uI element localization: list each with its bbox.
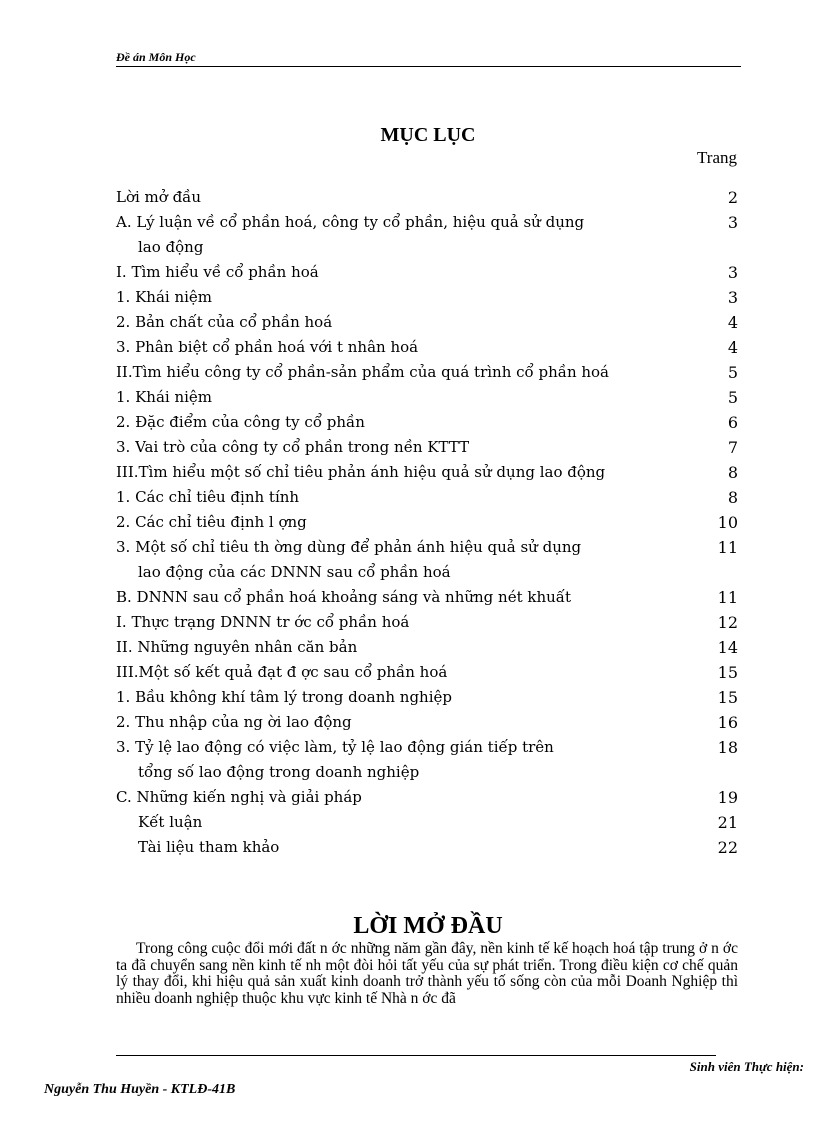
toc-entry-page: 7 [727, 438, 738, 457]
toc-entry-page: 4 [727, 338, 738, 357]
toc-row [116, 185, 738, 210]
toc-entry-page: 3 [727, 213, 738, 232]
toc-row [116, 560, 738, 585]
toc-entry-page: 19 [717, 788, 738, 807]
toc-entry-label: II.Tìm hiểu công ty cổ phần-sản phẩm của quá trình cổ phần hoá [116, 363, 610, 381]
toc-entry-page: 10 [717, 513, 738, 532]
toc-entry-page: 11 [717, 538, 738, 557]
toc-row [116, 285, 738, 310]
toc-entry-page: 18 [717, 738, 738, 757]
toc-entry-label: I. Tìm hiểu về cổ phần hoá [116, 263, 319, 281]
toc-row [116, 485, 738, 510]
toc-entry-label: II. Những nguyên nhân căn bản [116, 638, 358, 656]
toc-row [116, 810, 738, 835]
toc-row [116, 535, 738, 560]
toc-entry-page: 5 [727, 363, 738, 382]
toc-entry-label: 1. Các chỉ tiêu định tính [116, 488, 300, 506]
toc-entry-label: Kết luận [138, 813, 203, 831]
toc-entry-label: 2. Các chỉ tiêu định l ợng [116, 513, 307, 531]
toc-row [116, 710, 738, 735]
toc-entry-label: I. Thực trạng DNNN tr ớc cổ phần hoá [116, 613, 410, 631]
footer-author: Nguyễn Thu Huyền - KTLĐ-41B [44, 1082, 236, 1097]
toc-row [116, 235, 738, 260]
table-of-contents [116, 185, 738, 860]
page-header: Đề án Môn Học [116, 50, 741, 67]
toc-entry-label: 3. Một số chỉ tiêu th ờng dùng để phản ánh hiệu quả sử dụng [116, 538, 582, 556]
toc-row [116, 510, 738, 535]
toc-title: MỤC LỤC [380, 124, 476, 146]
intro-title: LỜI MỞ ĐẦU [353, 913, 503, 939]
toc-entry-page: 3 [727, 288, 738, 307]
toc-entry-page: 22 [717, 838, 738, 857]
toc-entry-label: tổng số lao động trong doanh nghiệp [138, 763, 420, 781]
toc-entry-page: 8 [727, 488, 738, 507]
toc-row [116, 685, 738, 710]
toc-entry-label: 1. Khái niệm [116, 288, 213, 306]
toc-entry-page: 12 [717, 613, 738, 632]
toc-row [116, 360, 738, 385]
toc-row [116, 760, 738, 785]
toc-entry-page: 3 [727, 263, 738, 282]
toc-row [116, 385, 738, 410]
toc-entry-label: 3. Tỷ lệ lao động có việc làm, tỷ lệ lao động gián tiếp trên [116, 738, 554, 756]
toc-row [116, 835, 738, 860]
toc-entry-label: lao động [138, 238, 204, 256]
toc-row [116, 460, 738, 485]
toc-entry-label: 1. Khái niệm [116, 388, 213, 406]
toc-row [116, 410, 738, 435]
intro-body: Trong công cuộc đổi mới đất n ớc những năm gần đây, nền kinh tế kế hoạch hoá tập trung ở n ớc ta đã chuyển sang nền kinh tế nh một đòi hỏi tất yếu của sự phát triển. Trong điều kiện cơ chế quản lý thay đổi, khi hiệu quả sản xuất kinh doanh trở thành yếu tố sống còn của mỗi Doanh Nghiệp thì nhiều doanh nghiệp thuộc khu vực kinh tế Nhà n ớc đã [116, 940, 738, 1007]
toc-entry-label: lao động của các DNNN sau cổ phần hoá [138, 563, 451, 581]
toc-entry-label: 2. Bản chất của cổ phần hoá [116, 313, 333, 331]
toc-row [116, 660, 738, 685]
toc-row [116, 260, 738, 285]
toc-row [116, 335, 738, 360]
toc-entry-page: 15 [717, 663, 738, 682]
toc-row [116, 735, 738, 760]
toc-entry-page: 15 [717, 688, 738, 707]
toc-row [116, 635, 738, 660]
toc-entry-page: 16 [717, 713, 738, 732]
toc-entry-page: 14 [717, 638, 738, 657]
toc-entry-page: 2 [727, 188, 738, 207]
toc-entry-label: III.Tìm hiểu một số chỉ tiêu phản ánh hiệu quả sử dụng lao động [116, 463, 606, 481]
footer-rule [116, 1055, 716, 1056]
toc-entry-page: 11 [717, 588, 738, 607]
toc-page-column-header: Trang [697, 148, 737, 167]
toc-entry-page: 4 [727, 313, 738, 332]
toc-row [116, 435, 738, 460]
toc-entry-page: 21 [717, 813, 738, 832]
toc-entry-label: III.Một số kết quả đạt đ ợc sau cổ phần hoá [116, 663, 448, 681]
toc-entry-label: Lời mở đầu [116, 188, 202, 206]
toc-row [116, 585, 738, 610]
toc-entry-label: A. Lý luận về cổ phần hoá, công ty cổ phần, hiệu quả sử dụng [116, 213, 585, 231]
toc-entry-label: Tài liệu tham khảo [138, 838, 280, 856]
toc-entry-page: 5 [727, 388, 738, 407]
toc-row [116, 610, 738, 635]
toc-entry-label: C. Những kiến nghị và giải pháp [116, 788, 362, 806]
toc-entry-label: B. DNNN sau cổ phần hoá khoảng sáng và những nét khuất [116, 588, 572, 606]
toc-row [116, 310, 738, 335]
toc-entry-label: 1. Bầu không khí tâm lý trong doanh nghiệp [116, 688, 452, 706]
toc-row [116, 785, 738, 810]
toc-entry-label: 2. Thu nhập của ng ời lao động [116, 713, 352, 731]
toc-entry-page: 8 [727, 463, 738, 482]
toc-entry-label: 3. Phân biệt cổ phần hoá với t nhân hoá [116, 338, 419, 356]
toc-row [116, 210, 738, 235]
footer-role: Sinh viên Thực hiện: [689, 1059, 804, 1074]
toc-entry-label: 3. Vai trò của công ty cổ phần trong nền KTTT [116, 438, 470, 456]
toc-entry-label: 2. Đặc điểm của công ty cổ phần [116, 413, 365, 431]
toc-entry-page: 6 [727, 413, 738, 432]
